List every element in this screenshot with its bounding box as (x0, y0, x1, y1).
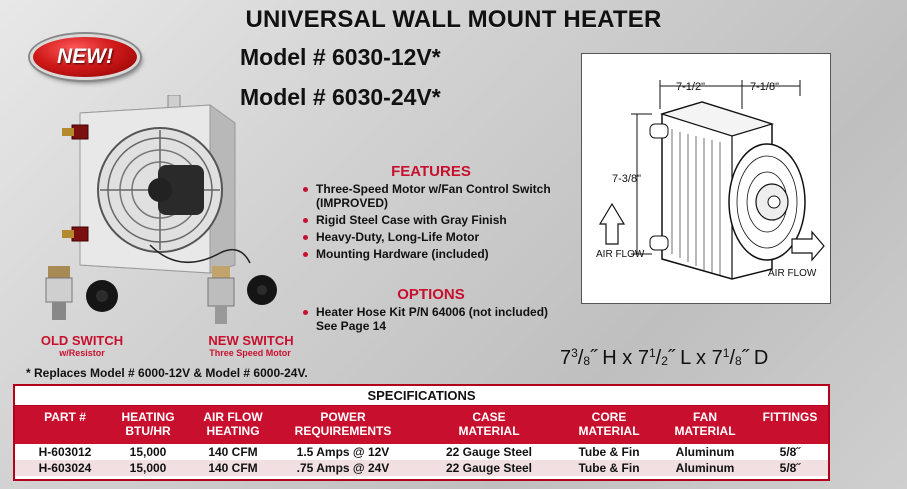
new-badge: NEW! (30, 34, 140, 80)
table-cell: H-603012 (38, 445, 92, 459)
dim-l-whole: 7 (637, 347, 649, 369)
col-header-line: FAN (693, 410, 717, 424)
dimension-diagram (581, 53, 831, 304)
dim-d-num: 1 (722, 346, 730, 360)
old-switch-sublabel: w/Resistor (59, 348, 105, 358)
specifications-title: SPECIFICATIONS (15, 386, 828, 406)
col-header (193, 410, 273, 438)
replaces-note: * Replaces Model # 6000-12V & Model # 6000-24V. (26, 366, 308, 380)
col-header (750, 410, 830, 424)
col-header (25, 410, 105, 424)
dim-l-unit: ˝ L x (667, 347, 712, 369)
table-cell: 140 CFM (208, 445, 258, 459)
option-item: Heater Hose Kit P/N 64006 (not included) See Page 14 (302, 305, 552, 333)
dimensions-text: $7^3/_8˝$ H x $7^1/_2˝$ L x $7^1/_8˝$ D (560, 346, 769, 369)
dim-h-num: 3 (571, 346, 578, 360)
table-cell: 1.5 Amps @ 12V (296, 445, 390, 459)
col-header-line: HEATING (206, 424, 260, 438)
specifications-table (13, 384, 830, 481)
spec-header-row (15, 406, 828, 444)
table-cell: Aluminum (675, 445, 735, 459)
col-header-line: CASE (472, 410, 506, 424)
col-header (281, 410, 405, 438)
table-cell: 22 Gauge Steel (445, 445, 533, 459)
options-heading: OPTIONS (397, 286, 465, 303)
col-header-line: REQUIREMENTS (294, 424, 392, 438)
feature-item: Mounting Hardware (included) (302, 247, 552, 261)
table-cell: H-603024 (38, 461, 92, 475)
dim-d-unit: ˝ D (741, 347, 769, 369)
features-heading: FEATURES (391, 163, 471, 180)
dim-l-den: 2 (661, 354, 668, 368)
old-switch-label: OLD SWITCH (40, 333, 124, 348)
air-flow-in-label: AIR FLOW (596, 249, 645, 260)
table-cell: Tube & Fin (578, 445, 640, 459)
dim-h-unit: ˝ H x (590, 347, 638, 369)
table-cell: Tube & Fin (578, 461, 640, 475)
dimension-drawing (582, 54, 830, 303)
dim-h-den: 8 (583, 354, 591, 368)
dim-width-label: 7-1/2" (676, 81, 705, 93)
table-cell: 22 Gauge Steel (445, 461, 533, 475)
col-header-line: CORE (591, 410, 627, 424)
dim-l-num: 1 (648, 346, 656, 360)
air-flow-out-label: AIR FLOW (768, 268, 817, 279)
table-cell: .75 Amps @ 24V (296, 461, 390, 475)
col-header-line: AIR FLOW (203, 410, 263, 424)
page-title: UNIVERSAL WALL MOUNT HEATER (245, 6, 662, 33)
dim-height-label: 7-3/8" (612, 173, 641, 185)
model-number-24v: Model # 6030-24V* (240, 84, 441, 110)
col-header (668, 410, 742, 438)
table-cell: Aluminum (675, 461, 735, 475)
feature-item: Heavy-Duty, Long-Life Motor (302, 230, 552, 244)
new-switch-image (200, 262, 290, 332)
table-cell: 5/8˝ (779, 461, 801, 475)
table-cell: 15,000 (129, 445, 167, 459)
new-switch-sublabel: Three Speed Motor (209, 348, 291, 358)
col-header-line: PART # (44, 410, 86, 424)
col-header-line: POWER (320, 410, 366, 424)
heater-product-image (60, 95, 260, 275)
table-cell: 15,000 (129, 461, 167, 475)
new-switch-label: NEW SWITCH (208, 333, 294, 348)
col-header (109, 410, 187, 438)
dim-h-whole: 7 (560, 347, 572, 369)
table-cell: 5/8˝ (779, 445, 801, 459)
features-list (302, 182, 552, 264)
dim-d-whole: 7 (711, 347, 723, 369)
old-switch-image (38, 260, 128, 330)
options-list (302, 305, 552, 336)
feature-item: Rigid Steel Case with Gray Finish (302, 213, 552, 227)
col-header (427, 410, 551, 438)
table-row (15, 460, 828, 476)
col-header-line: MATERIAL (458, 424, 520, 438)
col-header-line: MATERIAL (674, 424, 736, 438)
dim-d-den: 8 (735, 354, 742, 368)
dim-depth-label: 7-1/8" (750, 81, 779, 93)
table-row (15, 444, 828, 460)
feature-item: Three-Speed Motor w/Fan Control Switch (IMPROVED) (302, 182, 552, 210)
model-number-12v: Model # 6030-12V* (240, 44, 441, 70)
table-cell: 140 CFM (208, 461, 258, 475)
col-header (568, 410, 650, 438)
col-header-line: BTU/HR (125, 424, 171, 438)
col-header-line: MATERIAL (578, 424, 640, 438)
col-header-line: FITTINGS (762, 410, 818, 424)
col-header-line: HEATING (121, 410, 175, 424)
